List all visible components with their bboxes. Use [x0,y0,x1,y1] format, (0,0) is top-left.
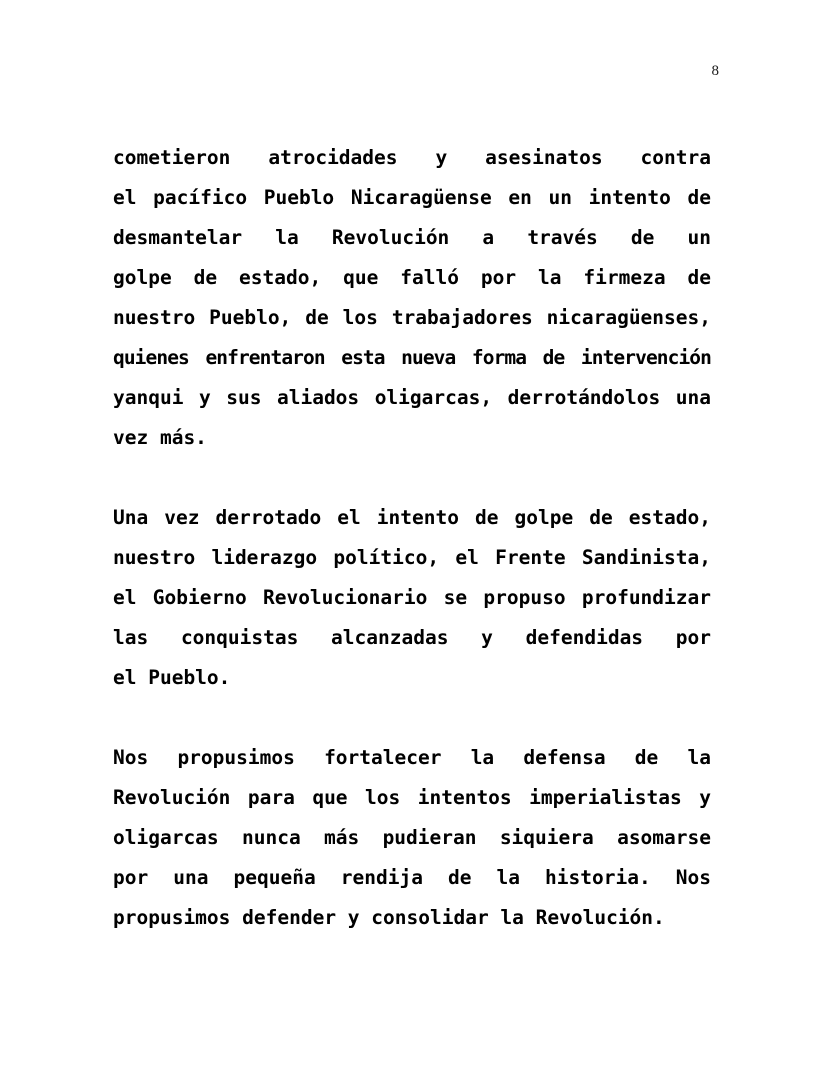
document-body [113,138,711,938]
text-line: Nos propusimos fortalecer la defensa de la [113,746,711,769]
text-line: Revolución para que los intentos imperialistas y [113,786,711,809]
text-line: nuestro Pueblo, de los trabajadores nicaragüenses, [113,306,711,329]
paragraph-2 [113,498,711,698]
text-line: Una vez derrotado el intento de golpe de estado, [113,506,711,529]
text-line: propusimos defender y consolidar la Revolución. [113,906,665,929]
text-line: vez más. [113,426,207,449]
text-line: desmantelar la Revolución a través de un [113,226,711,249]
text-line: el Pueblo. [113,666,231,689]
text-line: las conquistas alcanzadas y defendidas por [113,626,711,649]
text-line: el pacífico Pueblo Nicaragüense en un intento de [113,186,711,209]
text-line: oligarcas nunca más pudieran siquiera asomarse [113,826,711,849]
text-line: por una pequeña rendija de la historia. Nos [113,866,711,889]
text-line: cometieron atrocidades y asesinatos contra [113,146,711,169]
text-line: quienes enfrentaron esta nueva forma de intervención [113,346,711,369]
text-line: golpe de estado, que falló por la firmeza de [113,266,711,289]
text-line: nuestro liderazgo político, el Frente Sandinista, [113,546,711,569]
paragraph-3 [113,738,711,938]
page-number: 8 [711,63,719,79]
text-line: el Gobierno Revolucionario se propuso profundizar [113,586,711,609]
text-line: yanqui y sus aliados oligarcas, derrotándolos una [113,386,711,409]
paragraph-1 [113,138,711,458]
